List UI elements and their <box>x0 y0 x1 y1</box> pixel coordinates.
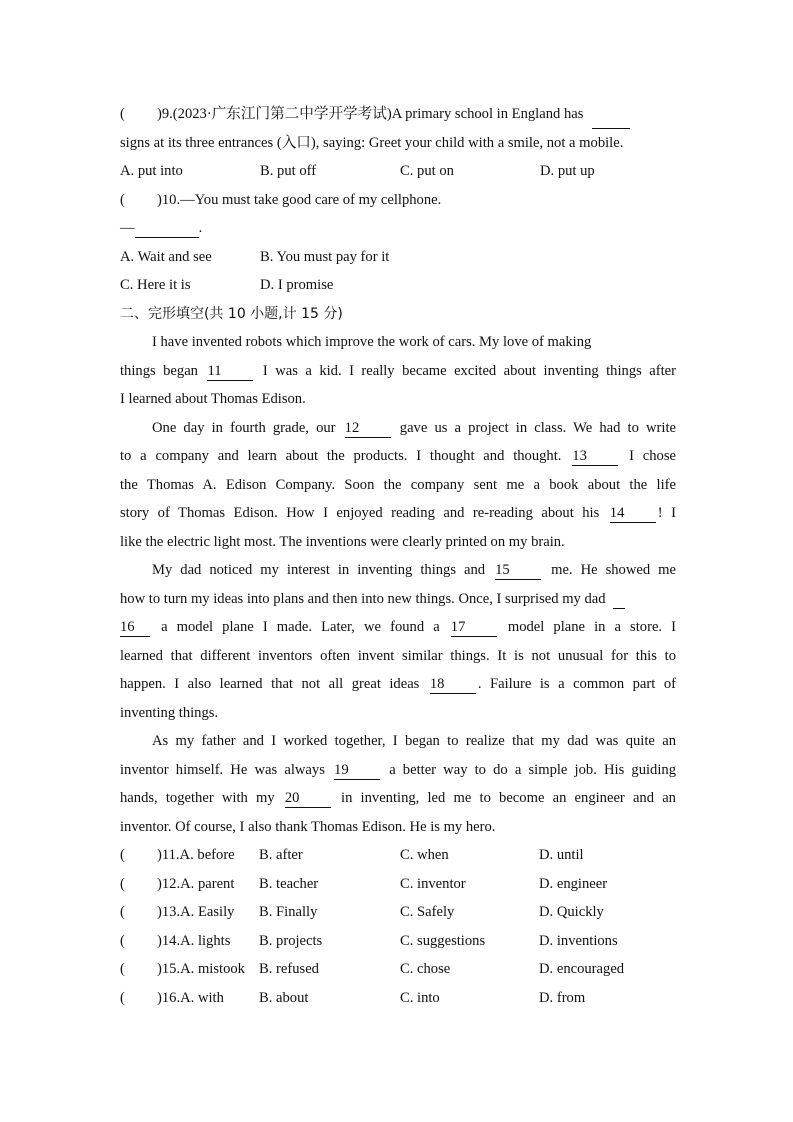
passage-line <box>120 613 676 642</box>
worksheet-page <box>120 100 676 1012</box>
option-a: )15.A. mistook <box>157 961 245 977</box>
blank-19: 19 <box>334 762 380 780</box>
answer-paren: ( <box>120 932 125 949</box>
choice-row <box>120 898 676 927</box>
option-b: B. put off <box>260 163 317 179</box>
passage-line: I learned about Thomas Edison. <box>120 391 306 407</box>
option-c: C. Here it is <box>120 277 191 293</box>
passage-line <box>120 357 676 386</box>
passage-line <box>120 756 676 785</box>
option-b: B. Finally <box>259 904 318 920</box>
answer-paren: ( <box>120 989 125 1006</box>
option-d: D. until <box>539 847 584 863</box>
choice-row <box>120 841 676 870</box>
option-b: B. after <box>259 847 303 863</box>
passage-line <box>120 414 676 443</box>
choice-row <box>120 927 676 956</box>
blank-16-start <box>613 591 625 609</box>
answer-paren: ( <box>120 106 125 122</box>
option-a: )16.A. with <box>157 989 224 1006</box>
choice-row <box>120 984 676 1013</box>
blank-15: 15 <box>495 562 541 580</box>
reply-dash: — <box>120 220 135 236</box>
answer-paren: ( <box>120 961 125 977</box>
passage-line: learned that different inventors often invent similar things. It is not unusual for this to <box>120 647 676 664</box>
option-a: )12.A. parent <box>157 875 235 892</box>
blank-18: 18 <box>430 676 476 694</box>
option-c: C. chose <box>400 961 451 977</box>
option-c: C. into <box>400 989 440 1006</box>
option-b: B. refused <box>259 961 319 977</box>
option-d: D. encouraged <box>539 961 625 977</box>
question-10-options-row1 <box>120 243 676 272</box>
text: One day in fourth grade, our <box>152 419 336 436</box>
passage-line <box>120 585 676 614</box>
blank-17: 17 <box>451 619 497 637</box>
text: a better way to do a simple job. His guiding <box>389 761 676 778</box>
text: in inventing, led me to become an engineer and an <box>341 790 676 806</box>
question-9-stem <box>120 100 676 129</box>
blank-11: 11 <box>207 363 253 381</box>
answer-paren: ( <box>120 875 125 892</box>
option-d: D. engineer <box>539 875 608 892</box>
text: inventor himself. He was always <box>120 761 325 778</box>
passage-line: inventing things. <box>120 704 219 721</box>
option-d: D. inventions <box>539 932 618 949</box>
option-b: B. teacher <box>259 875 319 892</box>
question-10-text: )10.—You must take good care of my cellphone. <box>157 191 442 208</box>
choice-row <box>120 870 676 899</box>
passage-line <box>120 556 676 585</box>
option-d: D. Quickly <box>539 904 604 920</box>
text: story of Thomas Edison. How I enjoyed reading and re-reading about his <box>120 505 600 521</box>
option-a: A. put into <box>120 163 183 179</box>
text: My dad noticed my interest in inventing things and <box>152 562 486 578</box>
passage-line <box>120 670 676 699</box>
text: me. He showed me <box>551 562 676 578</box>
blank-12: 12 <box>345 420 391 438</box>
option-d: D. from <box>539 989 586 1006</box>
answer-blank <box>592 100 630 129</box>
blank-14: 14 <box>610 505 656 523</box>
text: a model plane I made. Later, we found a <box>161 619 440 635</box>
text: hands, together with my <box>120 790 275 806</box>
option-a: )11.A. before <box>157 847 235 863</box>
passage-line: inventor. Of course, I also thank Thomas Edison. He is my hero. <box>120 818 496 835</box>
answer-paren: ( <box>120 847 125 863</box>
option-b: B. projects <box>259 932 323 949</box>
option-a: A. Wait and see <box>120 248 212 265</box>
option-d: D. put up <box>540 163 595 179</box>
question-10-stem <box>120 186 676 215</box>
section-heading: 二、完形填空(共 10 小题,计 15 分) <box>120 305 343 322</box>
option-c: C. put on <box>400 163 454 179</box>
text: how to turn my ideas into plans and then into new things. Once, I surprised my dad <box>120 590 606 607</box>
answer-paren: ( <box>120 904 125 920</box>
option-b: B. You must pay for it <box>260 248 390 265</box>
text: ! I <box>657 505 677 521</box>
question-9-options <box>120 157 676 186</box>
option-c: C. suggestions <box>400 932 486 949</box>
text: to a company and learn about the products. I thought and thought. <box>120 448 562 464</box>
passage-line <box>120 784 676 813</box>
blank-13: 13 <box>572 448 618 466</box>
choice-row <box>120 955 676 984</box>
passage-line: As my father and I worked together, I began to realize that my dad was quite an <box>152 733 676 749</box>
passage-line: I have invented robots which improve the work of cars. My love of making <box>152 334 592 350</box>
passage-line: the Thomas A. Edison Company. Soon the company sent me a book about the life <box>120 476 676 493</box>
passage-line <box>120 442 676 471</box>
blank-16: 16 <box>120 619 150 637</box>
option-c: C. Safely <box>400 904 455 920</box>
answer-paren: ( <box>120 191 125 208</box>
question-9-text: )9.(2023·广东江门第二中学开学考试)A primary school in England has <box>157 106 584 122</box>
question-10-options-row2 <box>120 271 676 300</box>
option-a: )14.A. lights <box>157 932 231 949</box>
passage-line <box>120 499 676 528</box>
text: gave us a project in class. We had to write <box>399 419 676 436</box>
question-10-reply <box>120 214 676 243</box>
blank-20: 20 <box>285 790 331 808</box>
text: happen. I also learned that not all great ideas <box>120 676 420 692</box>
option-a: )13.A. Easily <box>157 904 235 920</box>
question-9-stem-line2: signs at its three entrances (入口), saying: Greet your child with a smile, not a mobile. <box>120 134 624 151</box>
option-c: C. when <box>400 847 449 863</box>
text: model plane in a store. I <box>507 619 676 635</box>
reply-period: . <box>198 220 203 236</box>
answer-blank <box>135 220 199 238</box>
text: . Failure is a common part of <box>477 676 676 692</box>
passage-line: like the electric light most. The inventions were clearly printed on my brain. <box>120 533 565 550</box>
option-b: B. about <box>259 989 309 1006</box>
option-d: D. I promise <box>260 277 334 293</box>
option-c: C. inventor <box>400 875 466 892</box>
text: I was a kid. I really became excited about inventing things after <box>262 362 676 379</box>
text: things began <box>120 362 198 379</box>
text: I chose <box>629 448 676 464</box>
